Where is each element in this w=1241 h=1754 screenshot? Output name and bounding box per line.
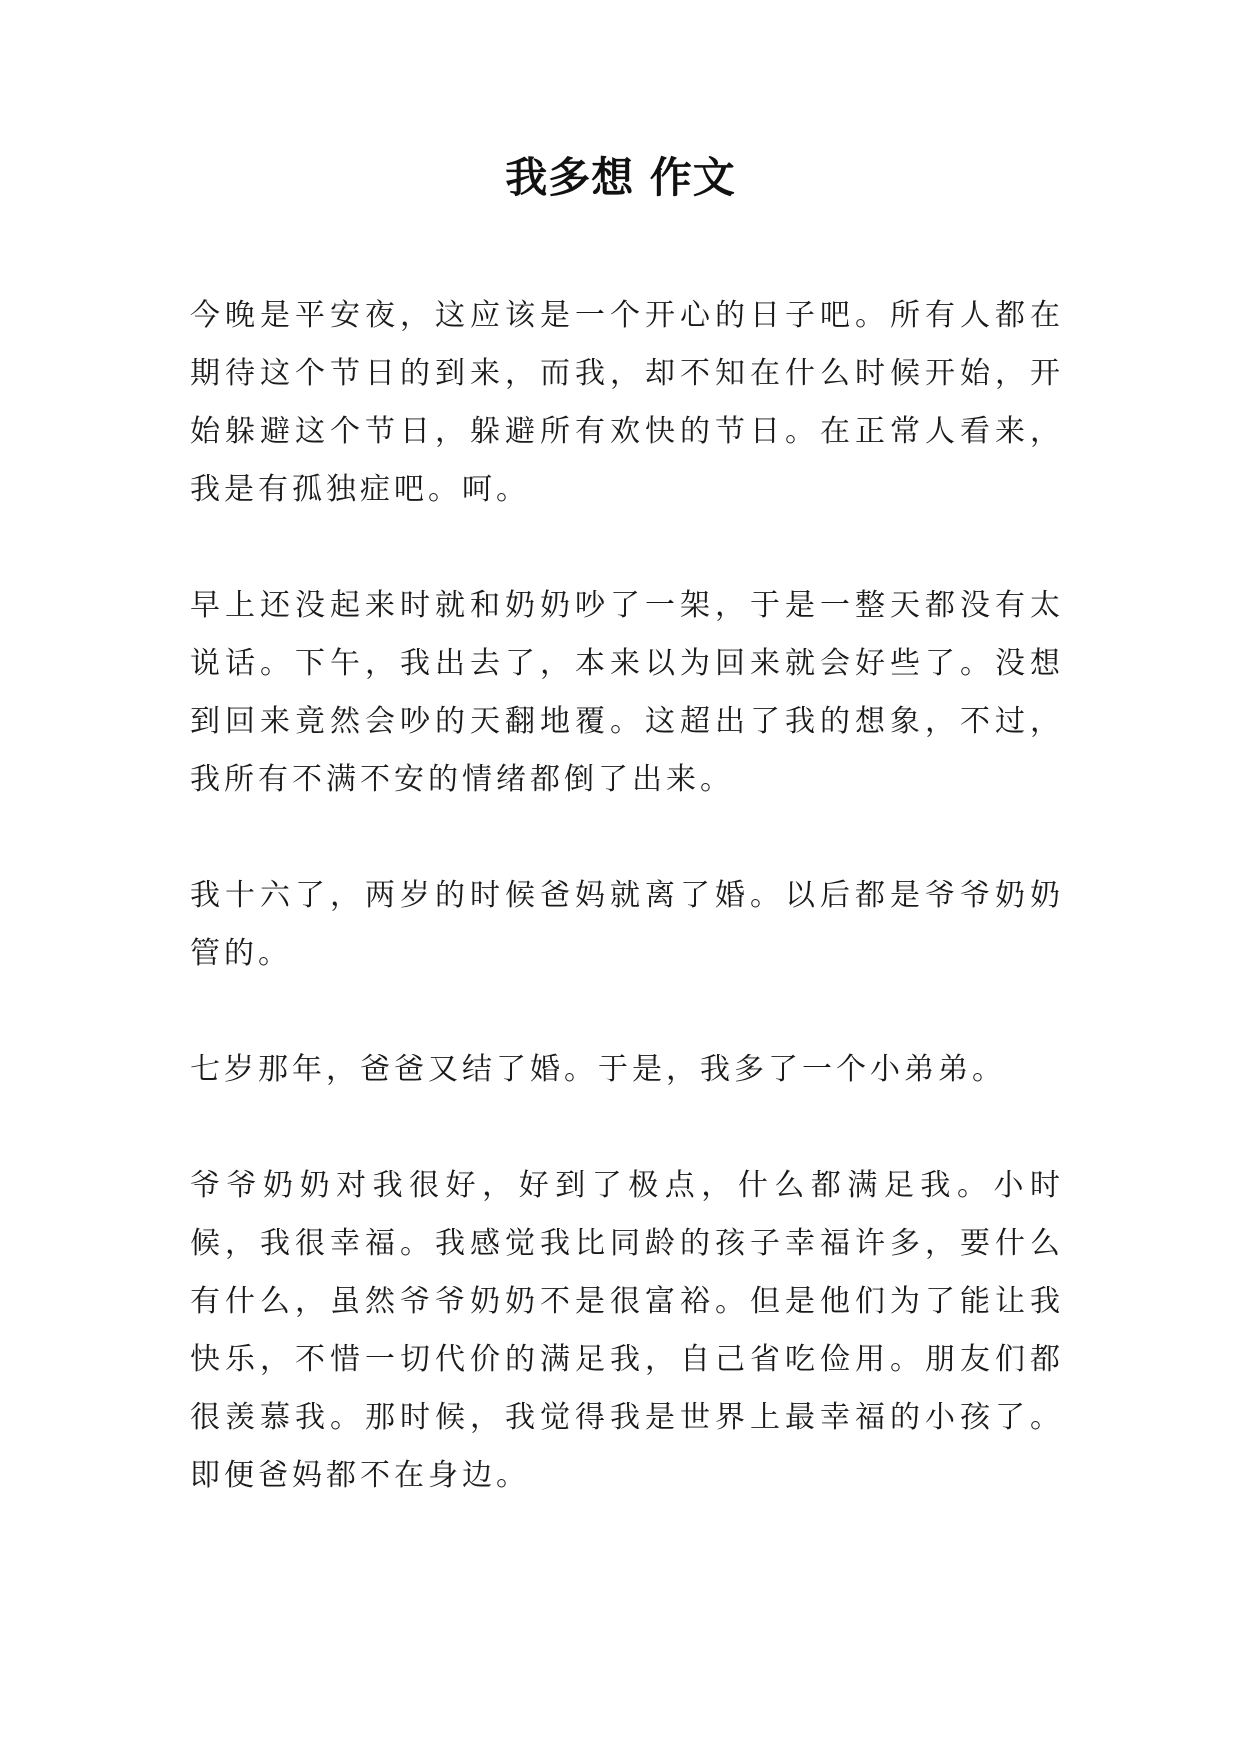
document-body <box>190 287 1064 1505</box>
paragraph-4: 七岁那年，爸爸又结了婚。于是，我多了一个小弟弟。 <box>190 1052 1006 1087</box>
paragraph-5: 爷爷奶奶对我很好，好到了极点，什么都满足我。小时候，我很幸福。我感觉我比同龄的孩子幸福许多，要什么有什么，虽然爷爷奶奶不是很富裕。但是他们为了能让我快乐，不惜一切代价的满足我，自己省吃俭用。朋友们都很羡慕我。那时候，我觉得我是世界上最幸福的小孩了。即便爸妈都不在身边。 <box>190 1168 1064 1493</box>
paragraph-1: 今晚是平安夜，这应该是一个开心的日子吧。所有人都在期待这个节日的到来，而我，却不知在什么时候开始，开始躲避这个节日，躲避所有欢快的节日。在正常人看来，我是有孤独症吧。呵。 <box>190 298 1064 507</box>
paragraph-2: 早上还没起来时就和奶奶吵了一架，于是一整天都没有太说话。下午，我出去了，本来以为回来就会好些了。没想到回来竟然会吵的天翻地覆。这超出了我的想象，不过，我所有不满不安的情绪都倒了出来。 <box>190 588 1064 797</box>
document-title: 我多想 作文 <box>505 153 736 202</box>
paragraph-3: 我十六了，两岁的时候爸妈就离了婚。以后都是爷爷奶奶管的。 <box>190 878 1064 971</box>
